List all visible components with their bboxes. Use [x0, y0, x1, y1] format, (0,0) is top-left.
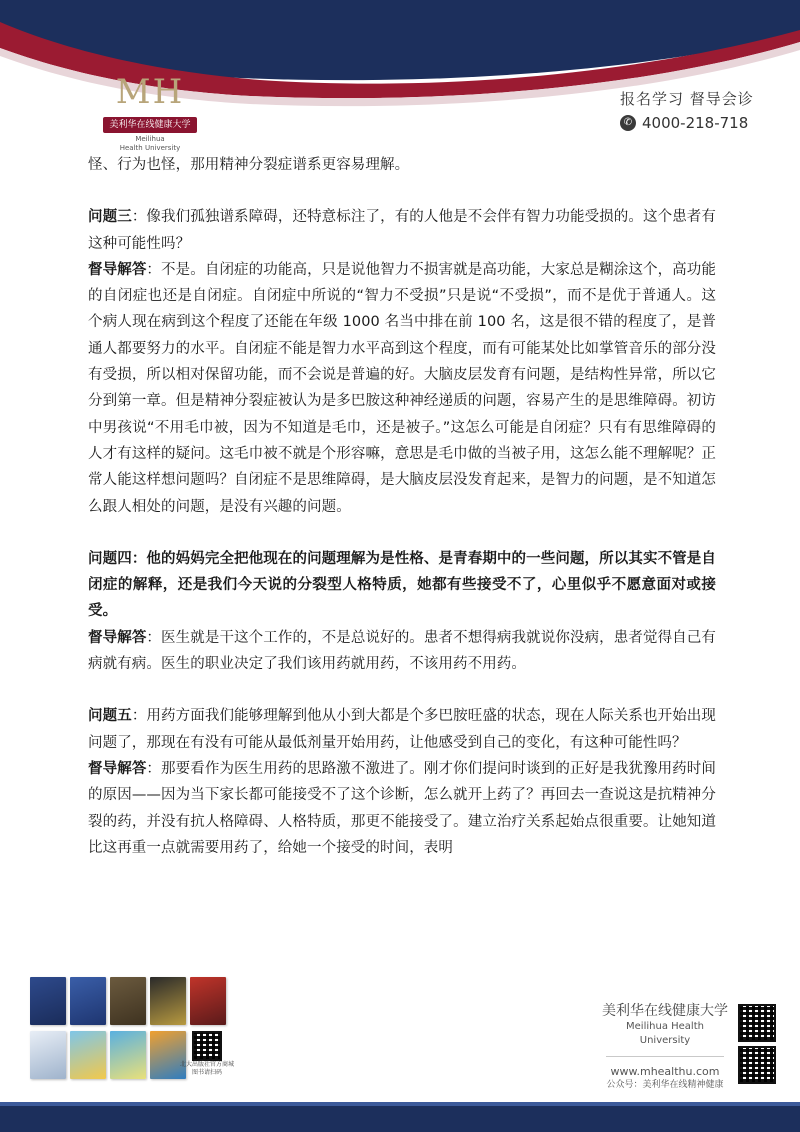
document-body — [88, 152, 716, 861]
book-cover-image — [150, 977, 186, 1025]
footer-book-covers — [30, 977, 260, 1087]
answer-3-text: ：不是。自闭症的功能高，只是说他智力不损害就是高功能，大家总是糊涂这个，高功能的自闭症也还是自闭症。自闭症中所说的“智力不受损”只是说“不受损”，而不是优于普通人。这个病人现在病到这个程度了还能在年级 1000 名当中排在前 100 名，这是很不错的程度了，是普通人都要努力的水平。自闭症不能是智力水平高到这个程度，而有可能某处比如掌管音乐的部分没有受损，所以相对保留功能，而不会说是普遍的好。大脑皮层发育有问题，是结构性异常，所以它分到第一章。但是精神分裂症被认为是多巴胺这种神经递质的问题，容易产生的是思维障碍。初访中男孩说“不用毛巾被，因为不知道是毛巾，还是被子。”这怎么可能是自闭症？只有有思维障碍的人才有这样的疑问。这毛巾被不就是个形容嘛，意思是毛巾做的当被子用，这怎么能不理解呢？正常人能这样想问题吗？自闭症不是思维障碍，是大脑皮层没发育起来，是智力的问题，是不知道怎么跟人相处的问题，是没有兴趣的问题。 — [88, 261, 716, 515]
book-cover-image — [70, 977, 106, 1025]
book-cover-image — [110, 1031, 146, 1079]
question-5 — [88, 703, 716, 756]
website-qr-code — [738, 1004, 776, 1042]
logo-mark: MH — [115, 72, 185, 112]
question-5-label: 问题五 — [88, 708, 132, 725]
qr-caption-line-2: 图书请扫码 — [191, 1069, 222, 1076]
phone-number: 4000-218-718 — [642, 114, 749, 132]
answer-5-text: ：那要看作为医生用药的思路激不激进了。刚才你们提问时谈到的正好是我犹豫用药时间的原因——因为当下家长都可能接受不了这个诊断，怎么就开上药了？再回去一查说这是抗精神分裂的药，并没有抗人格障碍、人格特质，那更不能接受了。建立治疗关系起始点很重要。让她知道比这再重一点就需要用药了，给她一个接受的时间，表明 — [88, 760, 716, 856]
qr-caption — [180, 1061, 234, 1077]
footer-university-info — [600, 1002, 730, 1092]
footer-university-name: 美利华在线健康大学 — [602, 1003, 728, 1019]
book-cover-image — [190, 977, 226, 1025]
paragraph-continuation: 怪、行为也怪，那用精神分裂症谱系更容易理解。 — [88, 157, 410, 173]
footer-website: www.mhealthu.com — [610, 1065, 720, 1078]
book-store-qr-code — [192, 1031, 222, 1061]
footer-bar — [0, 1102, 800, 1132]
question-4 — [88, 546, 716, 625]
header-slogan: 报名学习 督导会诊 — [620, 90, 754, 108]
question-3-text: ：像我们孤独谱系障碍，还特意标注了，有的人他是不会伴有智力功能受损的。这个患者有这种可能性吗？ — [88, 209, 716, 252]
question-4-label: 问题四： — [88, 550, 147, 567]
answer-4-label: 督导解答 — [88, 629, 147, 646]
logo-sub-line-1: Meilihua — [135, 135, 165, 143]
header-contact — [620, 88, 790, 134]
book-cover-image — [70, 1031, 106, 1079]
question-3-label: 问题三 — [88, 209, 132, 226]
book-cover-image — [30, 977, 66, 1025]
question-5-text: ：用药方面我们能够理解到他从小到大都是个多巴胺旺盛的状态，现在人际关系也开始出现问题了，那现在有没有可能从最低剂量开始用药，让他感受到自己的变化，有这种可能性吗？ — [88, 708, 716, 751]
answer-3 — [88, 257, 716, 520]
header-phone — [620, 112, 790, 134]
logo-banner: 美利华在线健康大学 — [103, 117, 196, 133]
qr-caption-line-1: 北大出版社官方商城 — [180, 1061, 235, 1068]
logo-sub-line-2: Health University — [119, 144, 181, 152]
question-4-text: 他的妈妈完全把他现在的问题理解为是性格、是青春期中的一些问题，所以其实不管是自闭症的解释，还是我们今天说的分裂型人格特质，她都有些接受不了，心里似乎不愿意面对或接受。 — [88, 550, 716, 620]
phone-icon: ✆ — [620, 115, 636, 131]
answer-4 — [88, 625, 716, 678]
logo-subtitle — [100, 135, 200, 153]
wechat-qr-code — [738, 1046, 776, 1084]
university-logo — [100, 72, 200, 154]
answer-5-label: 督导解答 — [88, 760, 147, 777]
book-cover-image — [110, 977, 146, 1025]
answer-5 — [88, 756, 716, 861]
footer-university-en: Meilihua Health University — [626, 1021, 704, 1046]
question-3 — [88, 204, 716, 257]
answer-4-text: ：医生就是干这个工作的，不是总说好的。患者不想得病我就说你没病，患者觉得自己有病就有病。医生的职业决定了我们该用药就用药，不该用药不用药。 — [88, 629, 716, 673]
footer-divider — [606, 1056, 724, 1057]
answer-3-label: 督导解答 — [88, 261, 147, 278]
book-cover-image — [30, 1031, 66, 1079]
footer-wechat: 公众号：美利华在线精神健康 — [606, 1080, 724, 1090]
